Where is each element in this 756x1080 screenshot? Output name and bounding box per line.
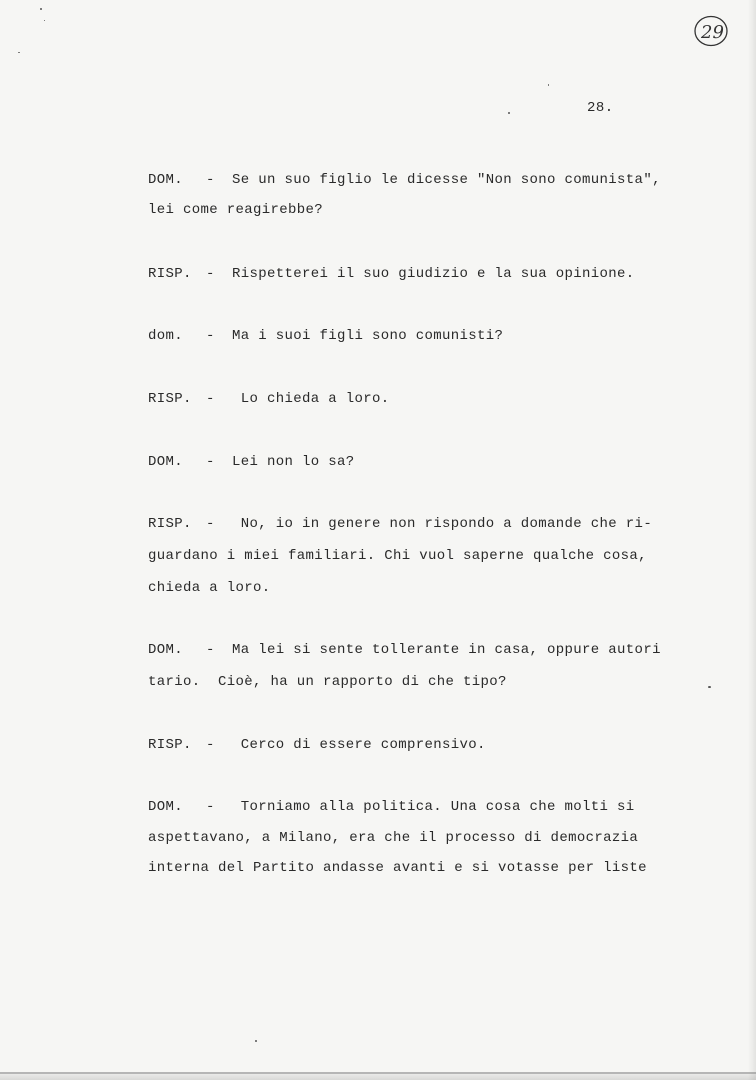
scan-speck xyxy=(548,84,549,86)
speaker-label: DOM. xyxy=(148,454,184,470)
scan-edge-right xyxy=(748,0,756,1080)
exchange-5-line-1 xyxy=(148,453,355,471)
line-text: No, io in genere non rispondo a domande che ri- xyxy=(232,516,653,532)
exchange-1-line-2: lei come reagirebbe? xyxy=(148,202,324,218)
exchange-1-line-1 xyxy=(148,171,661,189)
dash: - xyxy=(206,799,215,815)
dash: - xyxy=(206,391,215,407)
speaker-label: RISP. xyxy=(148,737,192,753)
speaker-label: DOM. xyxy=(148,799,184,815)
exchange-6-line-1 xyxy=(148,515,652,533)
scan-speck xyxy=(18,52,20,53)
line-text: Ma lei si sente tollerante in casa, oppure autori xyxy=(232,642,661,658)
line-text: Ma i suoi figli sono comunisti? xyxy=(232,328,504,344)
exchange-7-line-2: tario. Cioè, ha un rapporto di che tipo? xyxy=(148,674,507,690)
exchange-6-line-2: guardano i miei familiari. Chi vuol saperne qualche cosa, xyxy=(148,548,647,564)
page-stamp xyxy=(693,14,729,48)
line-text: Cerco di essere comprensivo. xyxy=(232,737,486,753)
line-text: Rispetterei il suo giudizio e la sua opinione. xyxy=(232,266,635,282)
exchange-7-line-1 xyxy=(148,641,661,659)
speaker-label: RISP. xyxy=(148,266,192,282)
dash: - xyxy=(206,172,215,188)
exchange-9-line-1 xyxy=(148,798,635,816)
scan-edge-shadow xyxy=(0,1074,756,1080)
scan-speck xyxy=(708,686,711,688)
exchange-2-line-1 xyxy=(148,265,635,283)
exchange-9-line-3: interna del Partito andasse avanti e si votasse per liste xyxy=(148,860,647,876)
dash: - xyxy=(206,454,215,470)
exchange-6-line-3: chieda a loro. xyxy=(148,580,271,596)
line-text: Lo chieda a loro. xyxy=(232,391,390,407)
dash: - xyxy=(206,328,215,344)
stamp-number: 29 xyxy=(701,22,724,43)
speaker-label: RISP. xyxy=(148,516,192,532)
dash: - xyxy=(206,516,215,532)
speaker-label: DOM. xyxy=(148,172,184,188)
line-text: Torniamo alla politica. Una cosa che molti si xyxy=(232,799,635,815)
speaker-label: dom. xyxy=(148,328,184,344)
speaker-label: RISP. xyxy=(148,391,192,407)
scan-speck xyxy=(255,1040,257,1042)
exchange-9-line-2: aspettavano, a Milano, era che il processo di democrazia xyxy=(148,830,639,846)
line-text: Lei non lo sa? xyxy=(232,454,355,470)
speaker-label: DOM. xyxy=(148,642,184,658)
dash: - xyxy=(206,266,215,282)
exchange-8-line-1 xyxy=(148,736,486,754)
scan-speck xyxy=(508,112,510,114)
dash: - xyxy=(206,642,215,658)
scan-speck xyxy=(44,20,45,21)
scan-speck xyxy=(40,8,42,10)
exchange-4-line-1 xyxy=(148,390,390,408)
page-number: 28. xyxy=(587,100,614,116)
dash: - xyxy=(206,737,215,753)
line-text: Se un suo figlio le dicesse "Non sono comunista", xyxy=(232,172,661,188)
exchange-3-line-1 xyxy=(148,327,503,345)
